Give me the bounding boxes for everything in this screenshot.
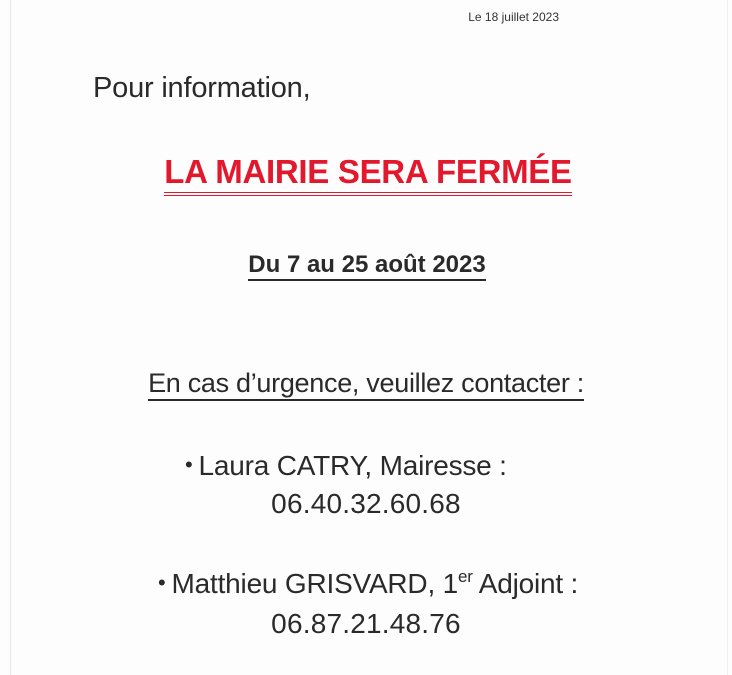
contact-name: Matthieu GRISVARD, 1 [171, 568, 458, 599]
closure-headline [0, 153, 732, 196]
scan-edge-left [10, 0, 11, 675]
contact-item-mayor [185, 450, 507, 482]
ordinal-suffix: er [458, 567, 473, 586]
closure-headline-text: LA MAIRIE SERA FERMÉE [164, 153, 571, 196]
closure-period-text: Du 7 au 25 août 2023 [248, 251, 485, 281]
contact-role: Adjoint : [472, 568, 579, 599]
emergency-label-text: En cas d’urgence, veuillez contacter : [148, 369, 584, 401]
bullet-icon: • [158, 570, 166, 595]
contact-phone-deputy: 06.87.21.48.76 [271, 608, 461, 639]
intro-text: Pour information, [93, 72, 311, 104]
scan-edge-right [727, 0, 728, 675]
notice-date: Le 18 juillet 2023 [468, 10, 559, 24]
contact-name: Laura CATRY, Mairesse : [198, 450, 507, 481]
bullet-icon: • [185, 452, 193, 477]
contact-item-deputy [158, 568, 578, 600]
closure-period [0, 251, 732, 281]
contact-phone-mayor: 06.40.32.60.68 [271, 488, 461, 519]
emergency-label [0, 368, 732, 401]
